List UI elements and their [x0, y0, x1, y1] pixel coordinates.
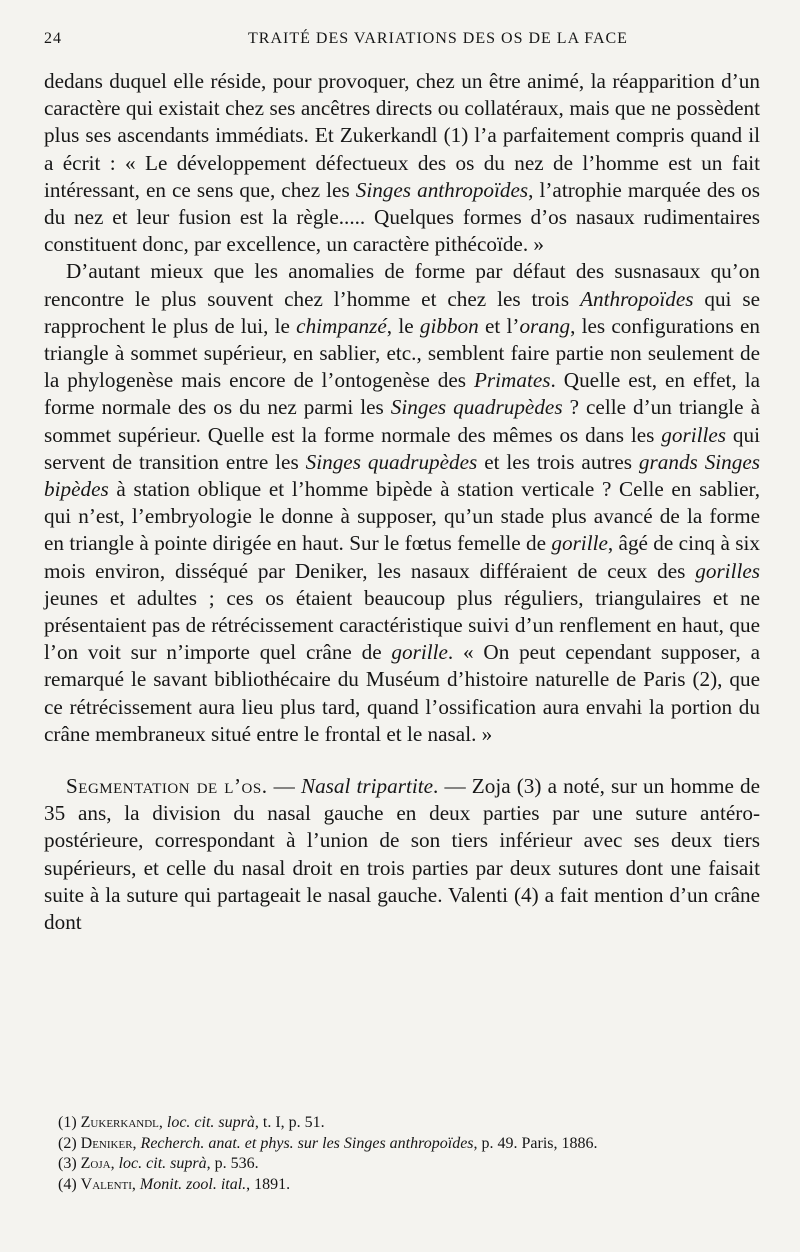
text-run: dedans duquel elle réside, pour provoquer, chez un être animé, la réapparition d’un caractère qui existait chez ses ancêtres directs ou collatéraux, mais que ne possèdent plus ses ascendants immédiats. Et Zukerkandl (1) l’a parfaitement compris quand il a écrit : « Le développement défectueux des os du nez de l’homme est un fait intéressant, en ce sens que, chez les: [44, 69, 760, 202]
paragraph-segmentation: [44, 773, 760, 936]
italic-run: Singes anthropoïdes: [355, 177, 529, 202]
text-run: , t. I, p. 51.: [254, 1114, 325, 1131]
text-run: , p. 49. Paris, 1886.: [473, 1134, 598, 1152]
footnote-number: (2): [58, 1134, 81, 1152]
footnotes: [44, 1113, 760, 1195]
text-run: et les trois autres: [477, 449, 639, 474]
text-run: . — Zoja (3) a noté, sur un homme de 35 ans, la division du nasal gauche en deux parties par une suture antéro-postérieure, correspondant à l’union de son tiers inférieur avec ses deux tiers supérieurs, et celle du nasal droit en trois parties par deux sutures dont une faisait suite à la suture qui partageait le nasal gauche. Valenti (4) a fait mention d’un crâne dont: [44, 774, 760, 935]
paragraph-continuation: [44, 68, 760, 258]
text-run: , l’atrophie marquée des os du nez et leur fusion est la règle..... Quelques formes d’os nasaux rudimentaires constituent donc, par excellence, un caractère pithécoïde. »: [44, 177, 760, 257]
footnote-1: [44, 1113, 760, 1134]
footnote-author: Zukerkandl: [80, 1114, 159, 1131]
text-run: ? celle d’un triangle à sommet supérieur. Quelle est la forme normale des mêmes os dans les: [44, 395, 761, 447]
running-head: TRAITÉ DES VARIATIONS DES OS DE LA FACE: [248, 30, 628, 47]
footnote-reference: Recherch. anat. et phys. sur les Singes anthropoïdes: [140, 1134, 474, 1152]
footnote-4: [44, 1175, 760, 1196]
footnote-reference: Monit. zool. ital.: [139, 1175, 247, 1193]
italic-run: gibbon: [419, 313, 479, 338]
text-run: . « On peut cependant supposer, a remarqué le savant bibliothécaire du Muséum d’histoire naturelle de Paris (2), que ce rétrécissement aura lieu plus tard, quand l’ossification aura envahi la portion du crâne membraneux situé entre le frontal et le nasal. »: [44, 640, 760, 746]
text-run: ,: [110, 1155, 119, 1172]
text-run: —: [267, 774, 301, 799]
text-run: jeunes et adultes ; ces os étaient beaucoup plus réguliers, triangulaires et ne présentaient pas de rétrécissement caractéristique suivi d’un renflement en haut, que l’on voit sur n’importe quel crâne de: [44, 585, 760, 665]
text-run: et l’: [478, 313, 520, 338]
section-subheading: Nasal tripartite: [300, 774, 434, 799]
text-run: ,: [132, 1134, 141, 1152]
text-run: , 1891.: [246, 1175, 291, 1193]
paragraph-anomalies: [44, 258, 760, 748]
italic-run: gorille: [551, 531, 608, 556]
page-header: [44, 30, 762, 56]
italic-run: gorille: [391, 640, 448, 665]
italic-run: Anthropoïdes: [580, 286, 694, 311]
footnote-number: (4): [58, 1175, 81, 1193]
body-text: [44, 68, 760, 936]
italic-run: Singes quadrupèdes: [390, 395, 563, 420]
text-run: , le: [386, 313, 420, 338]
text-run: , les configurations en triangle à sommet supérieur, en sablier, etc., semblent faire partie non seulement de la phylogenèse mais encore de l’ontogenèse des: [44, 313, 761, 393]
text-run: à station oblique et l’homme bipède à station verticale ? Celle en sablier, qui n’est, l’embryologie le donne à supposer, qu’un stade plus avancé de la forme en triangle à pointe dirigée en haut. Sur le fœtus femelle de: [44, 477, 760, 556]
text-run: qui se rapprochent le plus de lui, le: [44, 286, 760, 338]
footnote-author: Valenti: [80, 1175, 132, 1193]
text-run: ,: [158, 1114, 167, 1131]
text-run: , p. 536.: [206, 1155, 259, 1172]
footnote-number: (3): [58, 1155, 81, 1172]
footnote-reference: loc. cit. suprà: [166, 1114, 255, 1131]
italic-run: grands Singes bipèdes: [44, 449, 761, 502]
text-run: qui servent de transition entre les: [44, 422, 760, 474]
footnote-number: (1): [58, 1114, 81, 1131]
page-number: 24: [44, 30, 62, 47]
footnote-author: Zoja: [80, 1155, 111, 1172]
italic-run: gorilles: [661, 422, 727, 447]
italic-run: gorilles: [695, 558, 760, 583]
text-run: D’autant mieux que les anomalies de forme par défaut des susnasaux qu’on rencontre le plus souvent chez l’homme et chez les trois: [44, 259, 760, 311]
italic-run: chimpanzé: [296, 313, 387, 338]
text-run: ,: [131, 1175, 140, 1193]
italic-run: Primates: [473, 368, 551, 393]
text-run: , âgé de cinq à six mois environ, disséqué par Deniker, les nasaux différaient de ceux des: [44, 531, 760, 583]
footnote-3: [44, 1154, 760, 1175]
italic-run: Singes quadrupèdes: [305, 449, 478, 474]
text-run: . Quelle est, en effet, la forme normale des os du nez parmi les: [44, 368, 760, 420]
section-heading: Segmentation de l’os.: [66, 774, 268, 799]
footnote-author: Deniker: [80, 1134, 133, 1152]
footnote-reference: loc. cit. suprà: [118, 1155, 207, 1172]
footnote-2: [44, 1134, 760, 1155]
italic-run: orang: [519, 313, 571, 338]
